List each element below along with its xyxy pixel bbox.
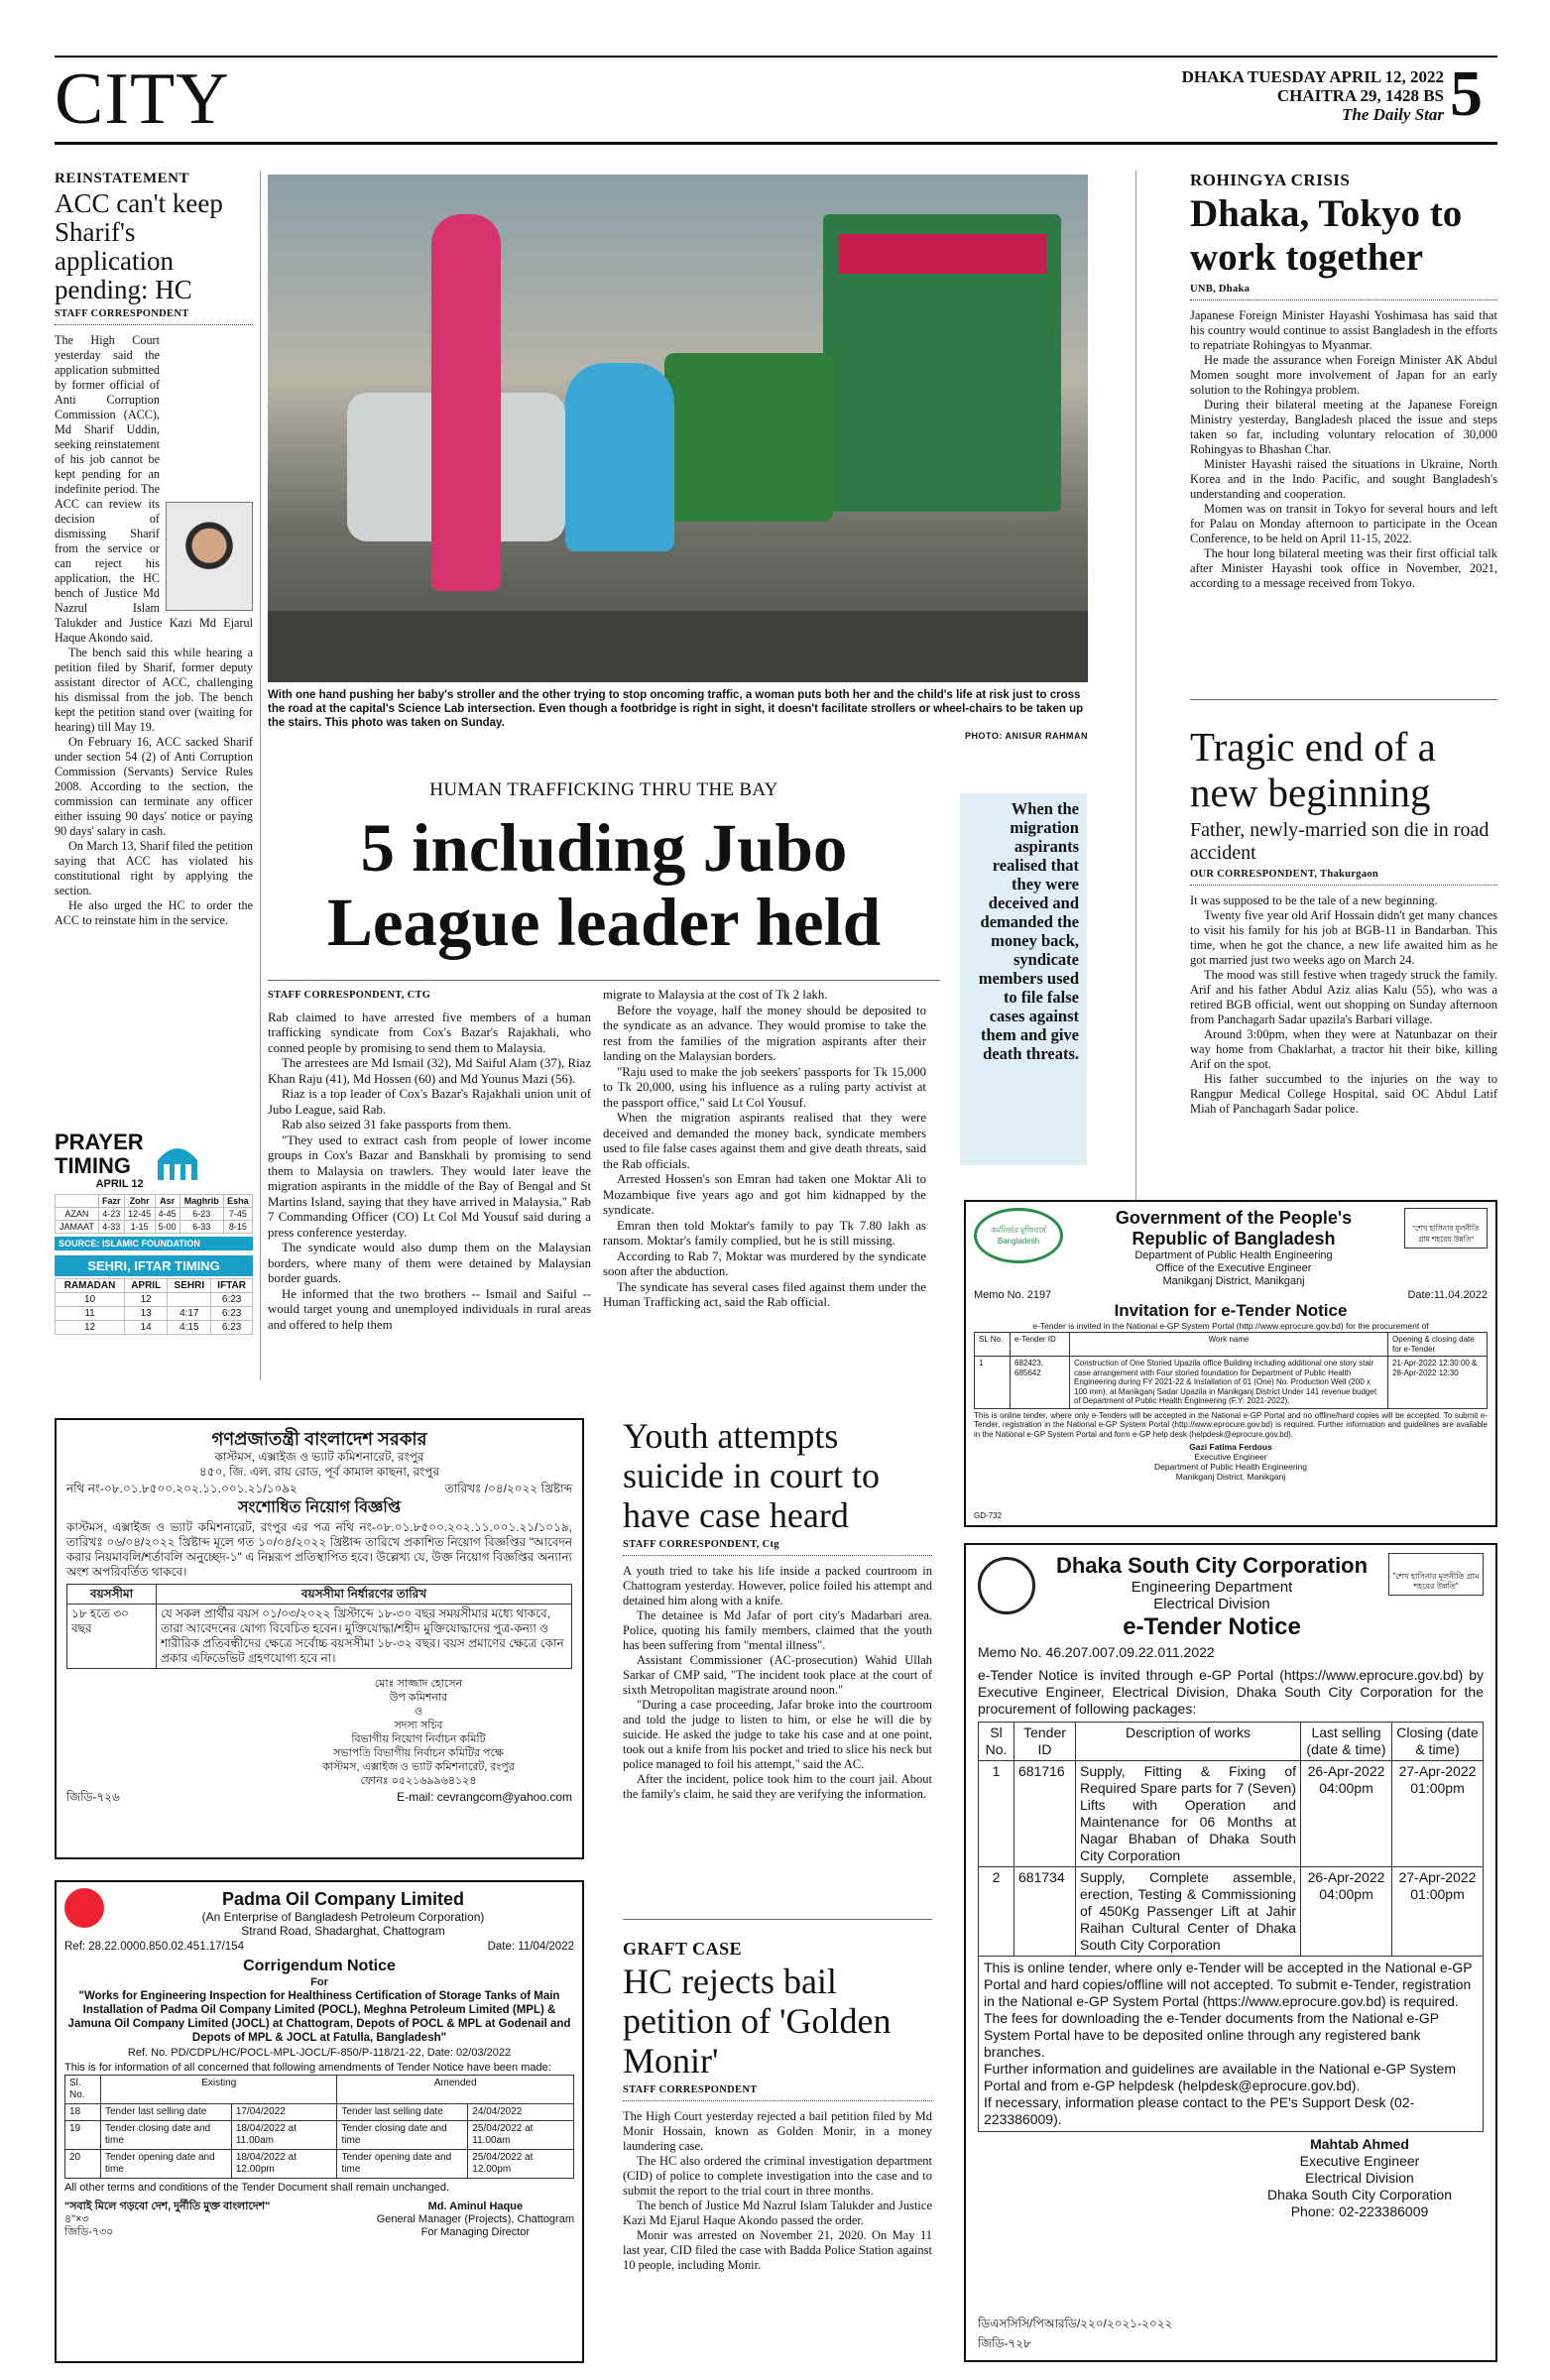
bn-date: তারিখঃ /০৪/২০২২ খ্রিষ্টাব্দ [444,1482,572,1495]
dscc-td: 2 [979,1867,1014,1957]
acc-byline: STAFF CORRESPONDENT [55,308,189,319]
padma-td: 25/04/2022 at 12.00pm [468,2150,574,2179]
youth-rule [623,1919,932,1920]
dscc-table [978,1722,1484,1957]
youth-para: Assistant Commissioner (AC-prosecution) Wahid Ullah Sarkar of CMP said, "The incident took place at the court of sixth Metropolitan magistrate around noon." [623,1653,932,1697]
table-header-cell: Asr [155,1195,179,1208]
table-header-cell: Maghrib [179,1195,223,1208]
bn-l3: ৪৫০, জি. এল. রায় রোড, পূর্ব কামাল কাছনা, রংপুর [199,1465,439,1479]
dscc-l1: Engineering Department [1131,1579,1293,1596]
bn-l2: কাস্টমস, এক্সাইজ ও ভ্যাট কমিশনারেট, রংপুর [214,1450,424,1464]
acc-para: The High Court yesterday said the application submitted by former official of Anti Corruption Commission (ACC), Md Sharif Uddin, seeking reinstatement of his job cannot be kept pending for an indefinite period. The ACC can review its decision of dismissing Sharif from the service or can reject his application, the HC bench of Justice Md Nazrul Islam Talukder and Justice Kazi Md Ejarul Haque Akondo said. [55,333,253,645]
gov-badge: "শেখ হাসিনার মূলনীতি গ্রাম শহরের উন্নতি" [1404,1208,1488,1249]
padma-td: 18 [65,2104,101,2121]
date-line: DHAKA TUESDAY APRIL 12, 2022 [1181,67,1444,86]
padma-sig2: General Manager (Projects), Chattogram [376,2213,574,2225]
bn-email: E-mail: cevrangcom@yahoo.com [397,1790,572,1804]
dscc-logo-icon [978,1557,1035,1614]
padma-td: 25/04/2022 at 11.00am [468,2121,574,2150]
graft-para: Monir was arrested on November 21, 2020. On May 11 last year, CID filed the case with Badda Police Station against 10 people, including Monir. [623,2228,932,2272]
padma-date: Date: 11/04/2022 [487,1941,574,1953]
graft-para: The HC also ordered the criminal investigation department (CID) of police to complete investigation into the case and to submit the report to the trial court in three months. [623,2154,932,2198]
gov-foot: This is online tender, where only e-Tenders will be accepted in the National e-GP Portal and no offline/hard copies will be accepted. To submit e-Tender, registration in the National e-GP System Portal (http://www.eprocure.gov.bd) is required. Further information and guidelines are available in the National e-GP System Portal and form e-GP help desk (helpdesk@eprocure.gov.bd). [974,1410,1488,1439]
dscc-intro: e-Tender Notice is invited through e-GP Portal (https://www.eprocure.gov.bd) by Executive Engineer, Electrical Division, Dhaka South City Corporation for the procurement of following packages: [978,1667,1484,1717]
rohingya-story [1190,171,1497,591]
rohingya-para: Momen was on transit in Tokyo for several hours and left for Palau on Monday afternoon to participate in the Ocean Conference, to be held on April 11-15, 2022. [1190,502,1497,545]
jubo-para: When the migration aspirants realised that they were deceived and demanded the money back, syndicate members used to file false cases against them and give death threats, said the Rab officials. [603,1111,926,1171]
mosque-icon [152,1136,203,1184]
gov-title: Invitation for e-Tender Notice [1114,1301,1348,1320]
padma-foot: All other terms and conditions of the Tender Document shall remain unchanged. [64,2182,450,2194]
table-header-cell: RAMADAN [56,1279,125,1293]
table-header-cell [56,1195,99,1208]
table-cell: 14 [125,1321,168,1335]
jubo-para: Riaz is a top leader of Cox's Bazar's Rajakhali union unit of Jubo League, said Rab. [268,1087,591,1117]
photo-caption: With one hand pushing her baby's stroller and the other trying to stop oncoming traffic, a woman puts both her and the child's life at risk just to cross the road at the capital's Science Lab intersection. Even though a footbridge is right in sight, it doesn't facilitate strollers or wheel-chairs to be taken up the stairs. This photo was taken on Sunday. [268,689,1084,729]
sehri-title: SEHRI, IFTAR TIMING [55,1255,253,1276]
acc-headline: ACC can't keep Sharif's application pending: HC [55,188,223,304]
gov-sig4: Manikganj District, Manikganj [1175,1472,1286,1482]
tragic-para: His father succumbed to the injuries on the way to Rangpur Medical College Hospital, said OC Abdul Latif Miah of Panchagarh Sadar police. [1190,1072,1497,1116]
jubo-para: Emran then told Moktar's family to pay Tk 7.80 lakh as ransom. Moktar's family complied, but he is still missing. [603,1218,926,1248]
table-cell: 12 [56,1321,125,1335]
tragic-para: Twenty five year old Arif Hossain didn't get many chances to visit his family for his job at BGB-11 in Bandarban. This time, when he got the chance, a new life awaited him as he got married just two weeks ago on March 24. [1190,908,1497,967]
padma-td: Tender closing date and time [101,2121,232,2150]
bn-td: ১৮ হতে ৩০ বছর [67,1605,157,1669]
table-cell: 8-15 [223,1221,252,1234]
jubo-para: Rab also seized 31 fake passports from them. [282,1118,512,1131]
rohingya-kicker: ROHINGYA CRISIS [1190,171,1351,189]
youth-headline: Youth attempts suicide in court to have case heard [623,1416,880,1535]
gov-th: Opening & closing date for e-Tender [1388,1333,1488,1357]
gov-table [974,1332,1488,1409]
prayer-title2: TIMING [55,1153,131,1178]
padma-notice: Corrigendum Notice [243,1958,396,1974]
table-cell: 6:23 [211,1293,253,1307]
table-cell: 6-33 [179,1221,223,1234]
acc-para: On March 13, Sharif filed the petition saying that ACC has violated his constitutional right by applying the section. [55,839,253,897]
jubo-para: migrate to Malaysia at the cost of Tk 2 lakh. [603,988,828,1002]
gov-td: 21-Apr-2022 12:30:00 & 28-Apr-2022 12:30 [1388,1357,1488,1409]
rohingya-para: During their bilateral meeting at the Japanese Foreign Ministry yesterday, Bangladesh placed the issue and steps taken so far, including voluntary relocation of 30,000 Rohingyas to Bhashan Char. [1190,398,1497,456]
table-cell: 4-33 [98,1221,124,1234]
main-photo [268,175,1088,682]
gov-sig3: Department of Public Health Engineering [1153,1462,1308,1472]
rohingya-para: The hour long bilateral meeting was their first official talk after Minister Hayashi took office in November, 2021, according to a message received from Tokyo. [1190,546,1497,590]
dscc-note: The fees for downloading the e-Tender documents from the National e-GP System Portal have to be deposited online through any registered bank branches. [984,2010,1439,2060]
dscc-td: 26-Apr-2022 04:00pm [1301,1761,1392,1867]
gov-ad [964,1200,1497,1527]
rohingya-para: He made the assurance when Foreign Minister AK Abdul Momen sought more involvement of Japan for an early solution to the Rohingya problem. [1190,353,1497,397]
jubo-para: Arrested Hossen's son Emran had taken one Moktar Ali to Mozambique five years ago and got him kidnapped by the syndicate. [603,1172,926,1217]
table-cell: 10 [56,1293,125,1307]
bn-sig4: সদস্য সচিব [394,1720,443,1731]
padma-sig3: For Managing Director [420,2226,531,2238]
dscc-th: Closing (date & time) [1392,1723,1484,1761]
gov-l5: Manikganj District, Manikganj [1162,1275,1305,1287]
gov-l1: Government of the People's [1115,1208,1353,1228]
padma-size: ৪"×৩ [64,2213,89,2225]
bn-table [66,1584,572,1669]
padma-table [64,2075,574,2179]
dscc-td: 681716 [1014,1761,1076,1867]
bn-th: বয়সসীমা নির্ধারণের তারিখ [157,1585,572,1605]
jubo-rule [268,980,940,981]
youth-para: The detainee is Md Jafar of port city's Madarbari area. Police, quoting his family members, claimed that the youth has been suffering from "mental illness". [623,1608,932,1652]
table-cell: AZAN [56,1208,99,1221]
padma-logo [64,1888,104,1928]
table-header-cell: Fazr [98,1195,124,1208]
dscc-sig3: Electrical Division [1305,2170,1414,2186]
gov-sig1: Gazi Fatima Ferdous [1189,1442,1272,1452]
padma-td: 19 [65,2121,101,2150]
jubo-para: "Raju used to make the job seekers' passports for Tk 15,000 to Tk 20,000, using his influence as a ruling party activist at the passport office," said Lt Col Yousuf. [603,1064,926,1110]
jubo-headline: 5 including Jubo League leader held [326,810,882,960]
gov-l4: Office of the Executive Engineer [1155,1262,1312,1274]
graft-para: The High Court yesterday rejected a bail petition filed by Md Monir Hossain, known as Golden Monir, in a money laundering case. [623,2109,932,2153]
table-cell: 12 [125,1293,168,1307]
padma-td: 18/04/2022 at 11.00am [231,2121,337,2150]
dscc-th: Sl No. [979,1723,1014,1761]
date-block [1101,67,1444,124]
dscc-sig4: Dhaka South City Corporation [1267,2187,1452,2202]
padma-td: Tender opening date and time [337,2150,468,2179]
dscc-badge: "শেখ হাসিনার মূলনীতি গ্রাম শহরের উন্নতি" [1388,1553,1484,1596]
padma-for: For [310,1976,328,1988]
prayer-source: SOURCE: ISLAMIC FOUNDATION [55,1237,253,1250]
tragic-body [1190,893,1497,1117]
youth-body [623,1564,932,1802]
bn-l1: গণপ্রজাতন্ত্রী বাংলাদেশ সরকার [211,1429,427,1449]
prayer-box [55,1130,253,1335]
top-rule [55,56,1497,58]
table-header-cell: IFTAR [211,1279,253,1293]
dscc-td: 26-Apr-2022 04:00pm [1301,1867,1392,1957]
table-header-cell: Esha [223,1195,252,1208]
padma-refno: Ref. No. PD/CDPL/HC/POCL-MPL-JOCL/F-850/P-118/21-22, Date: 02/03/2022 [127,2047,512,2059]
padma-td: Tender opening date and time [101,2150,232,2179]
graft-body [623,2109,932,2273]
dscc-td: 27-Apr-2022 01:00pm [1392,1761,1484,1867]
sehri-table [55,1278,253,1335]
masthead-rule [55,142,1497,145]
tragic-headline: Tragic end of a new beginning [1190,724,1436,815]
date-line-bs: CHAITRA 29, 1428 BS [1276,86,1444,105]
padma-ad [55,1880,584,2363]
dscc-code1: ডিএসসিসি/পিআরডি/২২০/২০২১-২০২২ [978,2317,1173,2330]
table-cell: 7-45 [223,1208,252,1221]
padma-th: Amended [337,2076,574,2104]
padma-td: 18/04/2022 at 12.00pm [231,2150,337,2179]
bn-title: সংশোধিত নিয়োগ বিজ্ঞপ্তি [237,1499,402,1516]
col-divider [260,171,261,1380]
youth-para: After the incident, police took him to the court jail. About the family's claim, he said they are verifying the information. [623,1772,932,1801]
jubo-para: The arrestees are Md Ismail (32), Md Saiful Alam (37), Riaz Khan Raju (41), Md Hossen (60) and Md Younus Mazi (56). [268,1056,591,1086]
jubo-para: Before the voyage, half the money should be deposited to the syndicate as an advance. They would promise to take the rest from the families of the migration aspirants after their landing on the Malaysian borders. [603,1003,926,1063]
table-cell: JAMAAT [56,1221,99,1234]
dscc-td: 1 [979,1761,1014,1867]
padma-td: Tender last selling date [101,2104,232,2121]
bn-body: কাস্টমস, এক্সাইজ ও ভ্যাট কমিশনারেট, রংপুর এর পত্র নথি নং-০৮.০১.৮৫০০.২০২.১১.০০১.২১/১০১৯, তারিখঃ ০৬/০৪/২০২২ খ্রিষ্টাব্দ মূলে গত ১০/০৪/২০২২ খ্রিষ্টাব্দ তারিখে প্রকাশিত নিয়োগ বিজ্ঞপ্তির "আবেদন করার নিয়মাবলি/শর্তাবলি অনুচ্ছেদ-১" এ নিম্নরূপ প্রতিস্থাপিত হবে। উল্লেখ্য যে, উক্ত নিয়োগ বিজ্ঞপ্তির অন্যান্য অংশ অপরিবর্তিত থাকবে। [66,1520,572,1579]
rohingya-body [1190,308,1497,591]
jubo-para: The syndicate would also dump them on the Malaysian borders, where many of them were detained by Malaysian border guards. [268,1241,591,1285]
jubo-para: He informed that the two brothers -- Ismail and Saiful -- would target young and unemployed individuals in rural areas and offered to help them [268,1286,591,1332]
photo-credit: PHOTO: ANISUR RAHMAN [965,731,1088,741]
rohingya-para: Japanese Foreign Minister Hayashi Yoshimasa has said that his country would continue to assist Bangladesh in the efforts to repatriate Rohingyas to Myanmar. [1190,308,1497,352]
jubo-col1 [268,988,591,1333]
jubo-col2 [603,988,926,1311]
tragic-para: The mood was still festive when tragedy struck the family. Arif and his father Abdul Aziz alias Kalu (55), who was a retired BGB official, went out shopping on Sunday afternoon from Panchagarh Sadar upazila's Barbari village. [1190,968,1497,1026]
dscc-sig5: Phone: 02-223386009 [1290,2203,1429,2219]
gov-intro: e-Tender is invited in the National e-GP System Portal (http://www.eprocure.gov.bd) for the procurement of [1032,1321,1429,1331]
table-cell: 4-23 [98,1208,124,1221]
rohingya-para: Minister Hayashi raised the situations in Ukraine, North Korea and in the Indo Pacific, and sought Bangladesh's understanding and cooperation. [1190,457,1497,501]
padma-title: Padma Oil Company Limited [221,1889,465,1909]
bn-sig3: ও [414,1706,423,1718]
bangla-ad [55,1418,584,1859]
dscc-title: Dhaka South City Corporation [1055,1553,1369,1578]
jubo-kicker: HUMAN TRAFFICKING THRU THE BAY [429,779,778,800]
padma-sig1: Md. Aminul Haque [427,2201,524,2212]
bn-th: বয়সসীমা [67,1585,157,1605]
prayer-date: APRIL 12 [95,1178,144,1190]
tragic-para: It was supposed to be the tale of a new beginning. [1190,893,1438,907]
table-header-cell: APRIL [125,1279,168,1293]
dscc-th: Tender ID [1014,1723,1076,1761]
padma-addr: Strand Road, Shadarghat, Chattogram [241,1924,445,1938]
dscc-td: Supply, Complete assemble, erection, Testing & Commissioning of 450Kg Passenger Lift at Jahir Raihan Cultural Center of Dhaka South City Corporation [1076,1867,1301,1957]
dscc-th: Description of works [1076,1723,1301,1761]
section-title: CITY [55,59,230,140]
bn-memo: নথি নং-০৮.০১.৮৫০০.২০২.১১.০০১.২১/১০৯২ [66,1482,298,1495]
tragic-byline: OUR CORRESPONDENT, Thakurgaon [1190,869,1379,880]
rohingya-rule [1190,699,1497,700]
graft-headline: HC rejects bail petition of 'Golden Monir' [623,1962,892,2081]
padma-td: 20 [65,2150,101,2179]
dscc-th: Last selling (date & time) [1301,1723,1392,1761]
table-cell [168,1293,211,1307]
padma-td: 24/04/2022 [468,2104,574,2121]
acc-para: The bench said this while hearing a petition filed by Sharif, former deputy assistant director of ACC, challenging his dismissal from the job. The bench kept the petition stand over (waiting for hearing) till May 19. [55,646,253,734]
dscc-note: If necessary, information please contact to the PE's Support Desk (02-223386009). [984,2094,1415,2127]
table-cell: 12-45 [124,1208,155,1221]
graft-kicker: GRAFT CASE [623,1939,743,1959]
tragic-story [1190,724,1497,1117]
table-cell: 6:23 [211,1321,253,1335]
dscc-td: 681734 [1014,1867,1076,1957]
gov-td: 1 [975,1357,1011,1409]
page-number: 5 [1450,58,1483,130]
gov-th: SL No. [975,1333,1011,1357]
table-cell: 5-00 [155,1221,179,1234]
bn-sig5: বিভাগীয় নিয়োগ নির্বাচন কমিটি [351,1733,486,1745]
table-cell: 6:23 [211,1307,253,1321]
dscc-ad [964,1543,1497,2362]
gov-l3: Department of Public Health Engineering [1134,1250,1333,1261]
table-cell: 4:17 [168,1307,211,1321]
tragic-subhead: Father, newly-married son die in road accident [1190,819,1490,864]
table-cell: 1-15 [124,1221,155,1234]
bn-sig8: ফোনঃ ০৫২১৬৯৯৬৪১২৪ [360,1775,477,1787]
youth-story [623,1416,932,1802]
gov-th: Work name [1070,1333,1388,1357]
graft-story [623,1939,932,2273]
tragic-para: Around 3:00pm, when they were at Natunbazar on their way home from Chaklarhat, a tractor hit their bike, killing Arif on the spot. [1190,1027,1497,1071]
gov-l2: Republic of Bangladesh [1132,1229,1336,1249]
padma-th: Existing [101,2076,337,2104]
bn-code: জিডি-৭২৬ [66,1790,120,1804]
dscc-td: Supply, Fitting & Fixing of Required Spare parts for 7 (Seven) Lifts with Operation and Maintenance for 06 Months at Nagar Bhaban of Dhaka South City Corporation [1076,1761,1301,1867]
jubo-para: According to Rab 7, Moktar was murdered by the syndicate soon after the abduction. [603,1249,926,1278]
acc-body [55,333,253,928]
jubo-para: Rab claimed to have arrested five members of a human trafficking syndicate from Cox's Bazar's Rajakhali, who conned people by promising to send them to Malaysia. [268,1010,591,1055]
padma-td: 17/04/2022 [231,2104,337,2121]
dscc-note: This is online tender, where only e-Tender will be accepted in the National e-GP Portal and hard copies/offline will not accepted. To submit e-Tender, registration in the National e-GP System Portal (https://www.eprocure.gov.bd) is required. [984,1960,1473,2009]
right-divider [1135,171,1136,1202]
gov-date: Date:11.04.2022 [1407,1289,1488,1301]
dscc-memo: Memo No. 46.207.007.09.22.011.2022 [978,1644,1215,1660]
dscc-sig1: Mahtab Ahmed [1310,2136,1409,2152]
padma-ref: Ref: 28.22.0000.850.02.451.17/154 [64,1941,244,1953]
gov-th: e-Tender ID [1011,1333,1070,1357]
table-cell: 4-45 [155,1208,179,1221]
dscc-note: Further information and guidelines are available in the National e-GP System Portal and from e-GP helpdesk (helpdesk@eprocure.gov.bd). [984,2061,1456,2093]
table-header-cell: SEHRI [168,1279,211,1293]
jubo-para: The syndicate has several cases filed against them under the Human Trafficking act, said the Rab official. [603,1279,926,1309]
youth-para: "During a case proceeding, Jafar broke into the courtroom and told the judge to listen to him, or else he will die by suicide. He asked the judge to take his case and at one point, took out a knife from his pocket and tried to slice his neck but police managed to foil his attempt," said the AC. [623,1698,932,1771]
padma-td: Tender closing date and time [337,2121,468,2150]
bn-sig1: মোঃ সাজ্জাদ হোসেন [374,1678,463,1690]
graft-para: The bench of Justice Md Nazrul Islam Talukder and Justice Kazi Md Ejarul Haque Akondo passed the order. [623,2199,932,2227]
gov-td: Construction of One Storied Upazila office Building including additional one story stair case arrangement with Four storied foundation for Department of Public Health Engineering during FY 2021-22 & Installation of 01 (One) No. Production Well (200 x 100 mm), at Manikganj Sadar Upazila in Manikganj District Under 141 revenue budget of Department of Public Health Engineering (F.Y: 2021-2022). [1070,1357,1388,1409]
paper-name: The Daily Star [1342,105,1444,124]
dscc-td: 27-Apr-2022 01:00pm [1392,1867,1484,1957]
prayer-table [55,1194,253,1234]
bn-sig6: সভাপতি বিভাগীয় নির্বাচন কমিটির পক্ষে [333,1747,504,1759]
rohingya-byline: UNB, Dhaka [1190,284,1251,295]
padma-th: Sl. No. [65,2076,101,2104]
dscc-code2: জিডি-৭২৮ [978,2336,1031,2350]
prayer-title: PRAYER [55,1130,144,1154]
graft-byline: STAFF CORRESPONDENT [623,2084,758,2095]
padma-sub: (An Enterprise of Bangladesh Petroleum Corporation) [201,1910,485,1924]
table-cell: 13 [125,1307,168,1321]
dscc-notice: e-Tender Notice [1123,1613,1301,1640]
acc-story [55,171,253,928]
table-header-cell: Zohr [124,1195,155,1208]
bn-sig7: কাস্টমস, এক্সাইজ ও ভ্যাট কমিশনারেট, রংপুর [322,1761,515,1773]
acc-para: He also urged the HC to order the ACC to reinstate him in the service. [55,898,253,927]
table-cell: 4:15 [168,1321,211,1335]
mujib-logo: কর্মনির্ভর মুজিবর্ষে Bangladesh [974,1208,1063,1263]
gov-memo: Memo No. 2197 [974,1289,1052,1301]
acc-photo [166,502,253,611]
padma-slogan: "সবাই মিলে গড়বো দেশ, দুর্নীতি মুক্ত বাংলাদেশ" [64,2201,271,2212]
table-cell: 6-23 [179,1208,223,1221]
youth-para: A youth tried to take his life inside a packed courtroom in Chattogram yesterday. However, police foiled his attempt and detained him along with a knife. [623,1564,932,1607]
padma-code: জিডি-৭৩০ [64,2226,114,2238]
jubo-para: "They used to extract cash from people of lower income groups in Cox's Bazar and Banskhali by promising to send them to Malaysia on trawlers. They would later leave the migration aspirants in the middle of the Bay of Bengal and St Martins Island, saying that they have arrived in Malaysia," Rab 7 Commanding Officer (CO) Lt Col Md Yousuf said during a press conference yesterday. [268,1132,591,1240]
bn-td: যে সকল প্রার্থীর বয়স ০১/০৩/২০২২ খ্রিস্টাব্দে ১৮-৩০ বছর সময়সীমার মধ্যে থাকবে, তারা আবেদনের যোগ্য বিবেচিত হবেন। মুক্তিযোদ্ধা/শহীদ মুক্তিযোদ্ধাদের পুত্র-কন্যা ও শারীরিক প্রতিবন্ধীদের ক্ষেত্রে সর্বোচ্চ বয়সসীমা ১৮-৩২ বছর। বয়স প্রমাণের ক্ষেত্রে কোন প্রকার এফিডেভিট গ্রহণযোগ্য হবে না। [157,1605,572,1669]
gov-td: 682423, 685642 [1011,1357,1070,1409]
jubo-byline: STAFF CORRESPONDENT, CTG [268,990,431,1001]
rohingya-headline: Dhaka, Tokyo to work together [1190,192,1463,279]
acc-kicker: REINSTATEMENT [55,171,189,186]
padma-subject: "Works for Engineering Inspection for Healthiness Certification of Storage Tanks of Main Installation of Padma Oil Company Limited (POCL), Meghna Petroleum Limited (MPL) & Jamuna Oil Company Limited (JOCL) at Chattogram, Depots of POCL & MPL at Godenail and Depots of MPL & JOCL at Fatulla, Bangladesh" [67,1990,571,2044]
gov-code: GD-732 [974,1511,1003,1520]
acc-para: On February 16, ACC sacked Sharif under section 54 (2) of Anti Corruption Commission (Servants) Service Rules 2008. According to the section, the commission can terminate any officer either issuing 90 days' notice or paying 90 days' salary in cash. [55,735,253,838]
gov-sig2: Executive Engineer [1194,1452,1267,1462]
jubo-pullquote: When the migration aspirants realised that they were deceived and demanded the money back, syndicate members used to file false cases against them and give death threats. [960,793,1087,1165]
padma-info: This is for information of all concerned that following amendments of Tender Notice have been made: [64,2062,551,2074]
youth-byline: STAFF CORRESPONDENT, Ctg [623,1539,779,1550]
table-cell: 11 [56,1307,125,1321]
padma-td: Tender last selling date [337,2104,468,2121]
dscc-l2: Electrical Division [1153,1596,1270,1612]
bn-sig2: উপ কমিশনার [389,1692,448,1704]
dscc-sig2: Executive Engineer [1299,2153,1420,2169]
